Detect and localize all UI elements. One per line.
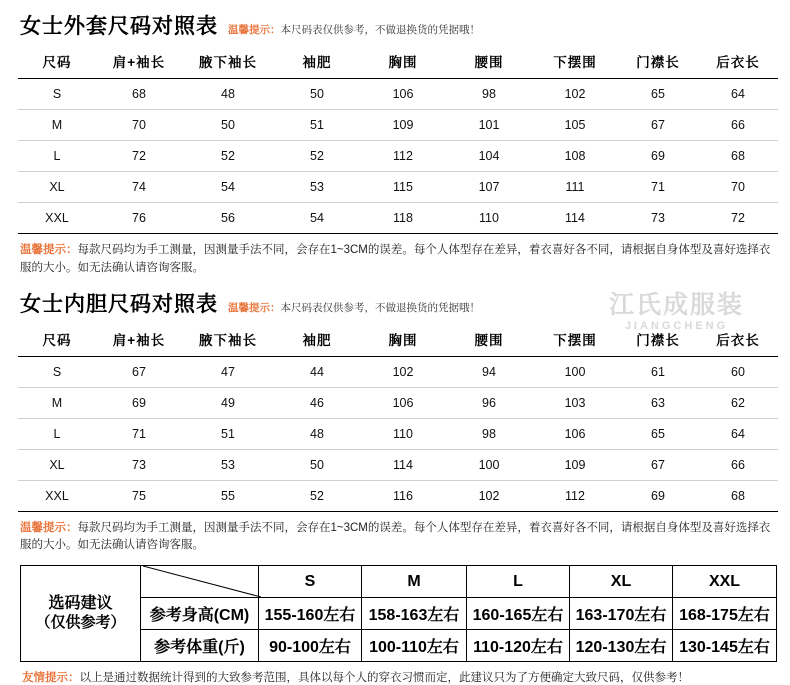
cell: 96 [446,387,532,418]
cell: 98 [446,79,532,110]
diagonal-divider-cell [141,566,259,598]
cell: 50 [274,449,360,480]
outer-col-header: 后衣长 [698,44,778,79]
cell: 72 [96,141,182,172]
advice-cell: 158-163左右 [362,598,467,630]
cell: 112 [360,141,446,172]
cell: 105 [532,110,618,141]
cell: 67 [618,110,698,141]
cell: 69 [96,387,182,418]
outer-note-label: 温馨提示： [228,24,281,36]
cell: 53 [274,172,360,203]
cell: 74 [96,172,182,203]
outer-col-header: 下摆围 [532,44,618,79]
advice-size-header: XL [570,566,673,598]
inner-col-header: 后衣长 [698,322,778,357]
cell: L [18,141,96,172]
inner-col-header: 门襟长 [618,322,698,357]
cell: 54 [182,172,274,203]
advice-cell: 120-130左右 [570,630,673,662]
inner-note-text: 本尺码表仅供参考，不做退换货的凭据哦！ [280,301,480,314]
table-row [18,387,778,418]
inner-col-header: 尺码 [18,322,96,357]
cell: XXL [18,203,96,234]
cell: S [18,356,96,387]
table-row [18,418,778,449]
cell: 69 [618,141,698,172]
cell: 100 [446,449,532,480]
cell: 115 [360,172,446,203]
cell: 65 [618,418,698,449]
cell: 118 [360,203,446,234]
inner-note-label: 温馨提示： [228,301,281,314]
cell: M [18,110,96,141]
cell: 68 [96,79,182,110]
advice-cell: 163-170左右 [570,598,673,630]
outer-size-table [18,44,778,234]
cell: 46 [274,387,360,418]
table-row [18,79,778,110]
outer-tip-text: 每款尺码均为手工测量，因测量手法不同，会存在1~3CM的误差。每个人体型存在差异，着衣喜好各不同，请根据自身体型及喜好选择衣服的大小。如无法确认请咨询客服。 [20,244,771,274]
inner-tip-label: 温馨提示： [20,521,78,534]
outer-col-header: 肩+袖长 [96,44,182,79]
cell: 60 [698,356,778,387]
cell: 54 [274,203,360,234]
cell: 75 [96,480,182,511]
table-row [18,203,778,234]
cell: 107 [446,172,532,203]
cell: 53 [182,449,274,480]
inner-col-header: 下摆围 [532,322,618,357]
table-row [18,172,778,203]
outer-note-text: 本尺码表仅供参考，不做退换货的凭据哦！ [280,24,480,36]
cell: 98 [446,418,532,449]
cell: XL [18,449,96,480]
cell: 65 [618,79,698,110]
cell: 56 [182,203,274,234]
inner-section-header [20,288,776,318]
advice-header-row [21,566,777,598]
advice-size-header: XXL [673,566,777,598]
cell: 50 [182,110,274,141]
advice-title-cell [21,566,141,662]
cell: 106 [532,418,618,449]
outer-header-row [18,44,778,79]
cell: 104 [446,141,532,172]
cell: XXL [18,480,96,511]
table-row [18,141,778,172]
diagonal-line-icon [143,566,261,597]
size-advice-block [20,565,776,662]
cell: 73 [96,449,182,480]
outer-section-note [228,22,480,37]
inner-header-row [18,322,778,357]
cell: 49 [182,387,274,418]
outer-section-title: 女士外套尺码对照表 [20,15,218,38]
cell: 55 [182,480,274,511]
advice-row-label: 参考身高(CM) [141,598,259,630]
advice-title-line1: 选码建议 [48,595,113,613]
cell: 51 [182,418,274,449]
inner-section-note [228,300,480,315]
advice-footer-note [22,669,776,685]
advice-cell: 168-175左右 [673,598,777,630]
advice-title-line2: （仅供参考） [35,614,126,632]
inner-tip-text: 每款尺码均为手工测量，因测量手法不同，会存在1~3CM的误差。每个人体型存在差异，着衣喜好各不同，请根据自身体型及喜好选择衣服的大小。如无法确认请咨询客服。 [20,521,771,552]
cell: 48 [274,418,360,449]
cell: 52 [274,141,360,172]
cell: 106 [360,79,446,110]
cell: 66 [698,449,778,480]
cell: 68 [698,141,778,172]
inner-section-title: 女士内胆尺码对照表 [20,292,218,316]
cell: 64 [698,79,778,110]
outer-tip [20,242,775,278]
cell: L [18,418,96,449]
cell: 110 [360,418,446,449]
cell: 100 [532,356,618,387]
cell: 70 [698,172,778,203]
table-row [18,480,778,511]
cell: 112 [532,480,618,511]
advice-footer-label: 友情提示： [22,672,80,685]
advice-cell: 160-165左右 [467,598,570,630]
outer-col-header: 胸围 [360,44,446,79]
advice-cell: 90-100左右 [259,630,362,662]
cell: 76 [96,203,182,234]
inner-tip [20,520,775,556]
watermark-line2: JIANGCHENG [624,319,729,332]
cell: 63 [618,387,698,418]
outer-tip-label: 温馨提示： [20,244,78,256]
cell: 109 [360,110,446,141]
cell: XL [18,172,96,203]
outer-col-header: 腋下袖长 [182,44,274,79]
cell: S [18,79,96,110]
cell: 114 [532,203,618,234]
cell: 110 [446,203,532,234]
outer-section-header [20,10,776,40]
cell: 114 [360,449,446,480]
advice-size-header: M [362,566,467,598]
cell: 71 [618,172,698,203]
cell: 111 [532,172,618,203]
inner-col-header: 胸围 [360,322,446,357]
cell: 102 [532,79,618,110]
advice-cell: 100-110左右 [362,630,467,662]
cell: 72 [698,203,778,234]
inner-col-header: 腋下袖长 [182,322,274,357]
cell: 52 [182,141,274,172]
advice-footer-text: 以上是通过数据统计得到的大致参考范围，具体以每个人的穿衣习惯而定，此建议只为了方便确定大致尺码，仅供参考！ [79,672,689,685]
cell: 52 [274,480,360,511]
cell: 50 [274,79,360,110]
cell: 68 [698,480,778,511]
cell: 44 [274,356,360,387]
inner-col-header: 腰围 [446,322,532,357]
advice-cell: 110-120左右 [467,630,570,662]
outer-col-header: 袖肥 [274,44,360,79]
cell: 64 [698,418,778,449]
cell: 101 [446,110,532,141]
cell: 102 [446,480,532,511]
outer-col-header: 尺码 [18,44,96,79]
cell: 61 [618,356,698,387]
cell: 71 [96,418,182,449]
advice-row-label: 参考体重(斤) [141,630,259,662]
cell: 51 [274,110,360,141]
cell: 103 [532,387,618,418]
cell: 106 [360,387,446,418]
table-row [18,110,778,141]
watermark-line1: 江氏成服装 [608,291,744,319]
table-row [18,356,778,387]
advice-size-header: L [467,566,570,598]
cell: 116 [360,480,446,511]
cell: M [18,387,96,418]
cell: 69 [618,480,698,511]
cell: 67 [618,449,698,480]
inner-col-header: 袖肥 [274,322,360,357]
size-advice-table [20,565,777,662]
table-row [18,449,778,480]
advice-cell: 130-145左右 [673,630,777,662]
cell: 73 [618,203,698,234]
cell: 66 [698,110,778,141]
cell: 48 [182,79,274,110]
cell: 109 [532,449,618,480]
inner-col-header: 肩+袖长 [96,322,182,357]
cell: 70 [96,110,182,141]
cell: 62 [698,387,778,418]
advice-cell: 155-160左右 [259,598,362,630]
inner-size-table [18,319,778,512]
cell: 102 [360,356,446,387]
outer-col-header: 门襟长 [618,44,698,79]
cell: 47 [182,356,274,387]
outer-col-header: 腰围 [446,44,532,79]
cell: 67 [96,356,182,387]
advice-size-header: S [259,566,362,598]
cell: 108 [532,141,618,172]
cell: 94 [446,356,532,387]
